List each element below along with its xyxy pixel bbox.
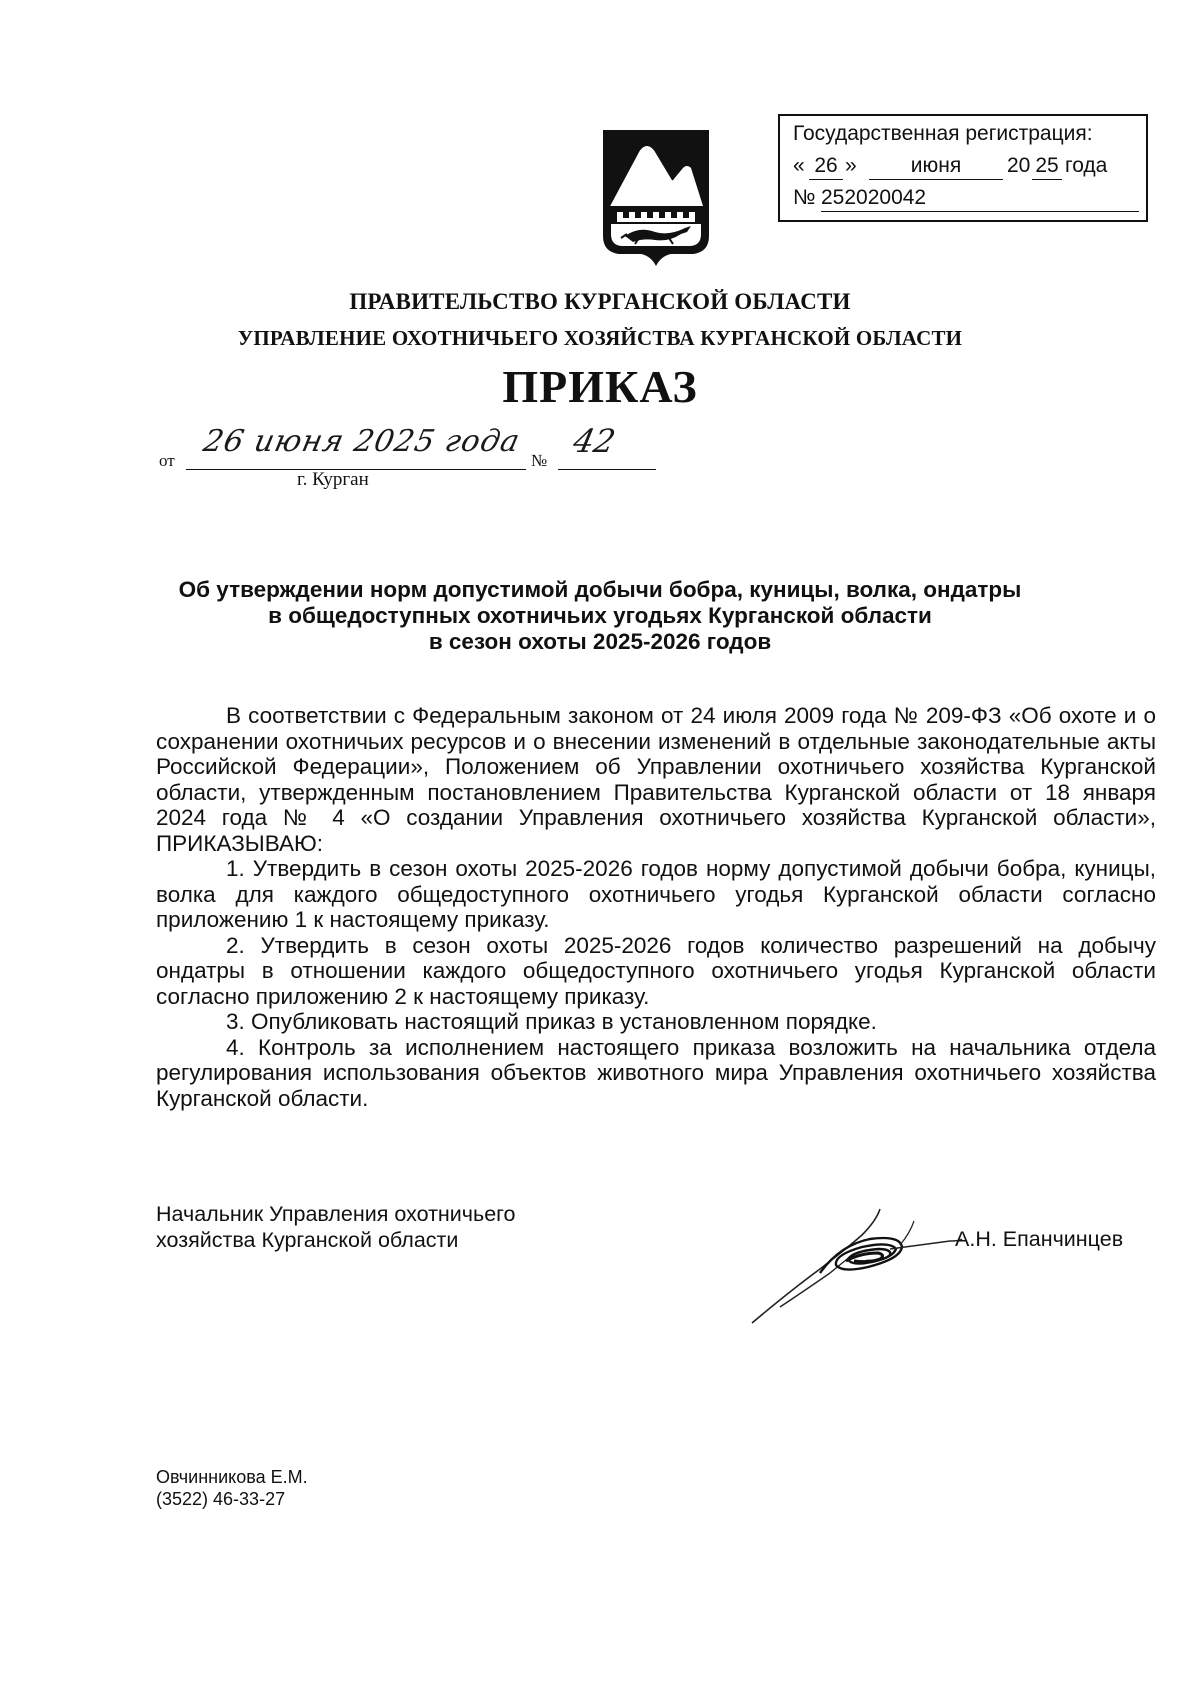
registration-day-open: « <box>793 154 805 177</box>
order-title-line: в сезон охоты 2025-2026 годов <box>428 629 772 654</box>
order-title-line: Об утверждении норм допустимой добычи бобра, куницы, волка, ондатры <box>178 577 1022 602</box>
executor-phone: (3522) 46-33-27 <box>156 1489 286 1509</box>
order-item-1: 1. Утвердить в сезон охоты 2025-2026 годов норму допустимой добычи бобра, куницы, волка для каждого общедоступного охотничьего угодья Курганской области согласно приложению 1 к настоящему приказу. <box>156 856 1156 932</box>
registration-month: июня <box>869 154 1003 180</box>
registration-number: 252020042 <box>821 186 1139 212</box>
coat-of-arms-icon <box>599 126 713 268</box>
order-number-label: № <box>531 451 548 470</box>
registration-number-row <box>793 186 1137 214</box>
order-date-line <box>156 422 676 480</box>
order-body <box>156 703 1156 1111</box>
signer-name: А.Н. Епанчинцев <box>955 1227 1124 1251</box>
order-title <box>0 577 1200 655</box>
order-item-4: 4. Контроль за исполнением настоящего приказа возложить на начальника отдела регулирования использования объектов животного мира Управления охотничьего хозяйства Курганской области. <box>156 1034 1156 1111</box>
order-title-line: в общедоступных охотничьих угодьях Курганской области <box>268 603 932 628</box>
registration-title: Государственная регистрация: <box>793 122 1093 145</box>
signer-position-line: хозяйства Курганской области <box>156 1228 459 1252</box>
registration-year-word: года <box>1065 154 1108 177</box>
registration-stamp <box>778 114 1148 222</box>
order-date-prefix: от <box>159 451 175 470</box>
registration-day: 26 <box>809 154 843 180</box>
executor-info <box>156 1466 308 1510</box>
handwritten-signature-icon <box>750 1195 965 1325</box>
government-name: ПРАВИТЕЛЬСТВО КУРГАНСКОЙ ОБЛАСТИ <box>349 289 851 314</box>
order-number-underline <box>558 469 656 470</box>
order-number-handwritten: 42 <box>569 422 619 460</box>
order-city: г. Курган <box>297 469 369 490</box>
preamble-paragraph: В соответствии с Федеральным законом от 24 июля 2009 года № 209-ФЗ «Об охоте и о сохранении охотничьих ресурсов и о внесении изменений в отдельные законодательные акты Российской Федерации», Положением об Управлении охотничьего хозяйства Курганской области, утвержденным постановлением Правительства Курганской области от 18 января 2024 года № 4 «О создании Управления охотничьего хозяйства Курганской области», ПРИКАЗЫВАЮ: <box>156 703 1156 856</box>
signer-position-line: Начальник Управления охотничьего <box>156 1202 516 1226</box>
registration-number-label: № <box>793 186 816 209</box>
registration-date <box>793 154 1137 182</box>
executor-name: Овчинникова Е.М. <box>156 1467 308 1487</box>
order-item-2: 2. Утвердить в сезон охоты 2025-2026 годов количество разрешений на добычу ондатры в отношении каждого общедоступного охотничьего угодья Курганской области согласно приложению 2 к настоящему приказу. <box>156 932 1156 1009</box>
document-type: ПРИКАЗ <box>502 361 698 412</box>
registration-day-close: » <box>845 154 857 177</box>
order-date-handwritten: 26 июня 2025 года <box>200 424 524 459</box>
registration-year-suffix: 25 <box>1032 154 1062 180</box>
department-name: УПРАВЛЕНИЕ ОХОТНИЧЬЕГО ХОЗЯЙСТВА КУРГАНСКОЙ ОБЛАСТИ <box>237 326 963 350</box>
registration-year-prefix: 20 <box>1007 154 1031 177</box>
order-item-3: 3. Опубликовать настоящий приказ в установленном порядке. <box>226 1009 877 1034</box>
signer-position <box>156 1201 516 1253</box>
